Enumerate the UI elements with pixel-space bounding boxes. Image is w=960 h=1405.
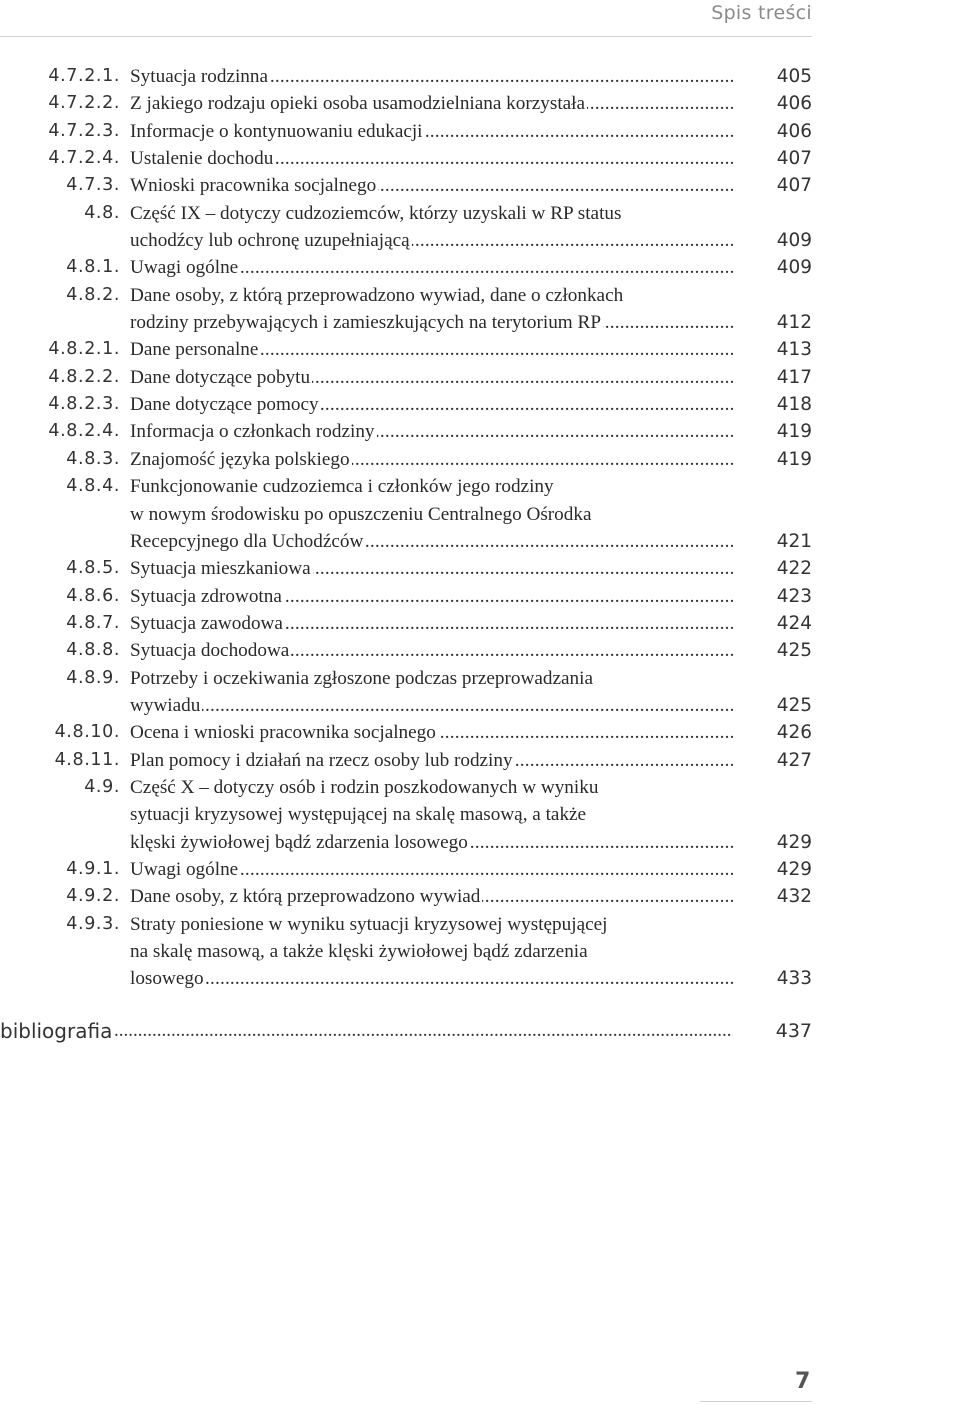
toc-entry-title: Część IX – dotyczy cudzoziemców, którzy uzyskali w RP status [130,202,622,224]
toc-page-number: 425 [776,640,812,662]
toc-page-number: 412 [776,312,812,334]
toc-section-number: 4.8.4. [66,476,120,497]
toc-entry-title: Recepcyjnego dla Uchodźców ..... [130,528,733,555]
running-header [0,0,812,37]
toc-entry[interactable] [0,145,960,172]
toc-entry[interactable] [0,883,960,910]
toc-entry-title: Z jakiego rodzaju opieki osoba usamodzielniana korzystała ..... [130,90,733,117]
toc-section-number: 4.8.11. [54,749,120,770]
footer-rule [700,1401,812,1402]
toc-entry[interactable] [0,747,960,774]
toc-entry-title: klęski żywiołowej bądź zdarzenia losowego ..... [130,829,733,856]
toc-entry-title: Sytuacja dochodowa ..... [130,637,733,664]
toc-page-number: 422 [776,558,812,580]
toc-entry[interactable] [0,63,960,90]
toc-entry[interactable] [0,418,960,445]
toc-page-number: 425 [776,694,812,716]
toc-page-number: 417 [776,366,812,388]
toc-page-number: 432 [776,886,812,908]
toc-entry[interactable] [0,446,960,473]
toc-entry-title: w nowym środowisku po opuszczeniu Centralnego Ośrodka [130,503,592,525]
toc-entry-title: uchodźcy lub ochronę uzupełniającą ..... [130,227,733,254]
toc-page-number: 429 [776,831,812,853]
toc-entry[interactable] [0,555,960,582]
toc-section-number: 4.7.3. [66,175,120,196]
toc-entry[interactable] [0,911,960,938]
toc-entry-continuation[interactable] [0,501,960,528]
toc-entry-title: Sytuacja zawodowa ..... [130,610,733,637]
toc-entry-title: Ustalenie dochodu ..... [130,145,733,172]
toc-entry[interactable] [0,282,960,309]
toc-section-number: 4.8.7. [66,612,120,633]
header-title: Spis treści [711,2,812,24]
toc-section-number: 4.7.2.3. [48,120,120,141]
toc-entry-title: Część X – dotyczy osób i rodzin poszkodowanych w wyniku [130,776,599,798]
toc-entry[interactable] [0,172,960,199]
toc-entry-title: Sytuacja rodzinna ..... [130,63,733,90]
toc-page-number: 407 [776,175,812,197]
toc-entry-continuation[interactable] [0,938,960,965]
toc-entry-title: Uwagi ogólne ..... [130,856,733,883]
toc-entry[interactable] [0,719,960,746]
toc-entry-title: Dane osoby, z którą przeprowadzono wywiad, dane o członkach [130,284,624,306]
toc-entry[interactable] [0,610,960,637]
toc-entry-title: Dane personalne ..... [130,336,733,363]
toc-page-number: 409 [776,257,812,279]
toc-section-number: 4.7.2.4. [48,148,120,169]
toc-section-number: 4.9. [84,776,120,797]
toc-entry-continuation[interactable] [0,692,960,719]
toc-page-number: 409 [776,230,812,252]
toc-page-number: 426 [776,722,812,744]
toc-section-number: 4.8.2.4. [48,421,120,442]
toc-page-number: 413 [776,339,812,361]
toc-page-number: 424 [776,612,812,634]
toc-entry[interactable] [0,336,960,363]
toc-entry-continuation[interactable] [0,965,960,992]
toc-section-number: 4.7.2.1. [48,66,120,86]
toc-page-number: 433 [776,968,812,990]
toc-page-number: 405 [776,66,812,87]
toc-page-number: 407 [776,148,812,170]
toc-entry-title: losowego ..... [130,965,733,992]
toc-entry-title: Znajomość języka polskiego ..... [130,446,733,473]
toc-section-number: 4.8.1. [66,257,120,278]
toc-section-number: 4.8.2.2. [48,366,120,387]
toc-entry[interactable] [0,473,960,500]
toc-section-number: 4.8. [84,202,120,223]
toc-section-number: 4.8.2. [66,284,120,305]
toc-entry[interactable] [0,391,960,418]
toc-page-number: 437 [775,1020,812,1042]
toc-page-number: 429 [776,858,812,880]
toc-page-number: 419 [776,421,812,443]
toc-entry[interactable] [0,118,960,145]
toc-entry-continuation[interactable] [0,227,960,254]
bibliography-label: bibliografia ..... [0,1016,733,1046]
toc-entry[interactable] [0,254,960,281]
toc-entry[interactable] [0,856,960,883]
toc-entry-continuation[interactable] [0,829,960,856]
toc-entry[interactable] [0,200,960,227]
toc-page-number: 419 [776,448,812,470]
toc-entry[interactable] [0,364,960,391]
toc-entry[interactable] [0,774,960,801]
toc-section-number: 4.8.9. [66,667,120,688]
toc-entry[interactable] [0,665,960,692]
toc-section-number: 4.8.5. [66,558,120,579]
toc-entry-title: Ocena i wnioski pracownika socjalnego ..... [130,719,733,746]
toc-entry-title: wywiadu ..... [130,692,733,719]
toc-section-number: 4.8.8. [66,640,120,661]
toc-entry-title: na skalę masową, a także klęski żywiołowej bądź zdarzenia [130,941,588,962]
toc-entry-bibliography[interactable] [0,1016,960,1046]
toc-entry-title: Informacje o kontynuowaniu edukacji ..... [130,118,733,145]
toc-entry-title: Wnioski pracownika socjalnego ..... [130,172,733,199]
toc-entry-title: Dane dotyczące pomocy ..... [130,391,733,418]
toc-entry[interactable] [0,583,960,610]
toc-entry-title: Sytuacja mieszkaniowa ..... [130,555,733,582]
toc-entry-continuation[interactable] [0,309,960,336]
toc-page-number: 406 [776,93,812,115]
toc-entry[interactable] [0,90,960,117]
toc-entry-title: Straty poniesione w wyniku sytuacji kryzysowej występującej [130,913,608,935]
toc-section-number: 4.9.2. [66,886,120,907]
toc-entry-title: Potrzeby i oczekiwania zgłoszone podczas przeprowadzania [130,667,593,689]
toc-section-number: 4.8.6. [66,585,120,606]
toc-section-number: 4.9.3. [66,913,120,934]
toc-entry-title: Sytuacja zdrowotna ..... [130,583,733,610]
toc-entry-title: rodziny przebywających i zamieszkujących na terytorium RP ..... [130,309,733,336]
toc-entry-continuation[interactable] [0,528,960,555]
toc-entry-title: Dane dotyczące pobytu ..... [130,364,733,391]
toc-page-number: 406 [776,120,812,142]
page-number: 7 [795,1369,811,1394]
toc-entry-title: Dane osoby, z którą przeprowadzono wywiad ..... [130,883,733,910]
toc-entry-title: sytuacji kryzysowej występującej na skalę masową, a także [130,804,587,826]
toc-entry-title: Funkcjonowanie cudzoziemca i członków jego rodziny [130,476,554,498]
toc-entry[interactable] [0,637,960,664]
toc-section-number: 4.7.2.2. [48,93,120,114]
toc-page-number: 421 [776,530,812,552]
toc-entry-continuation[interactable] [0,801,960,828]
toc-entry-title: Uwagi ogólne ..... [130,254,733,281]
toc-page-number: 423 [776,585,812,607]
table-of-contents [0,63,960,993]
toc-section-number: 4.8.2.3. [48,394,120,415]
toc-section-number: 4.8.3. [66,448,120,469]
toc-section-number: 4.8.10. [54,722,120,743]
toc-page-number: 427 [776,749,812,771]
toc-page-number: 418 [776,394,812,416]
toc-entry-title: Informacja o członkach rodziny ..... [130,418,733,445]
toc-entry-title: Plan pomocy i działań na rzecz osoby lub rodziny ..... [130,747,733,774]
toc-section-number: 4.9.1. [66,858,120,879]
toc-section-number: 4.8.2.1. [48,339,120,360]
